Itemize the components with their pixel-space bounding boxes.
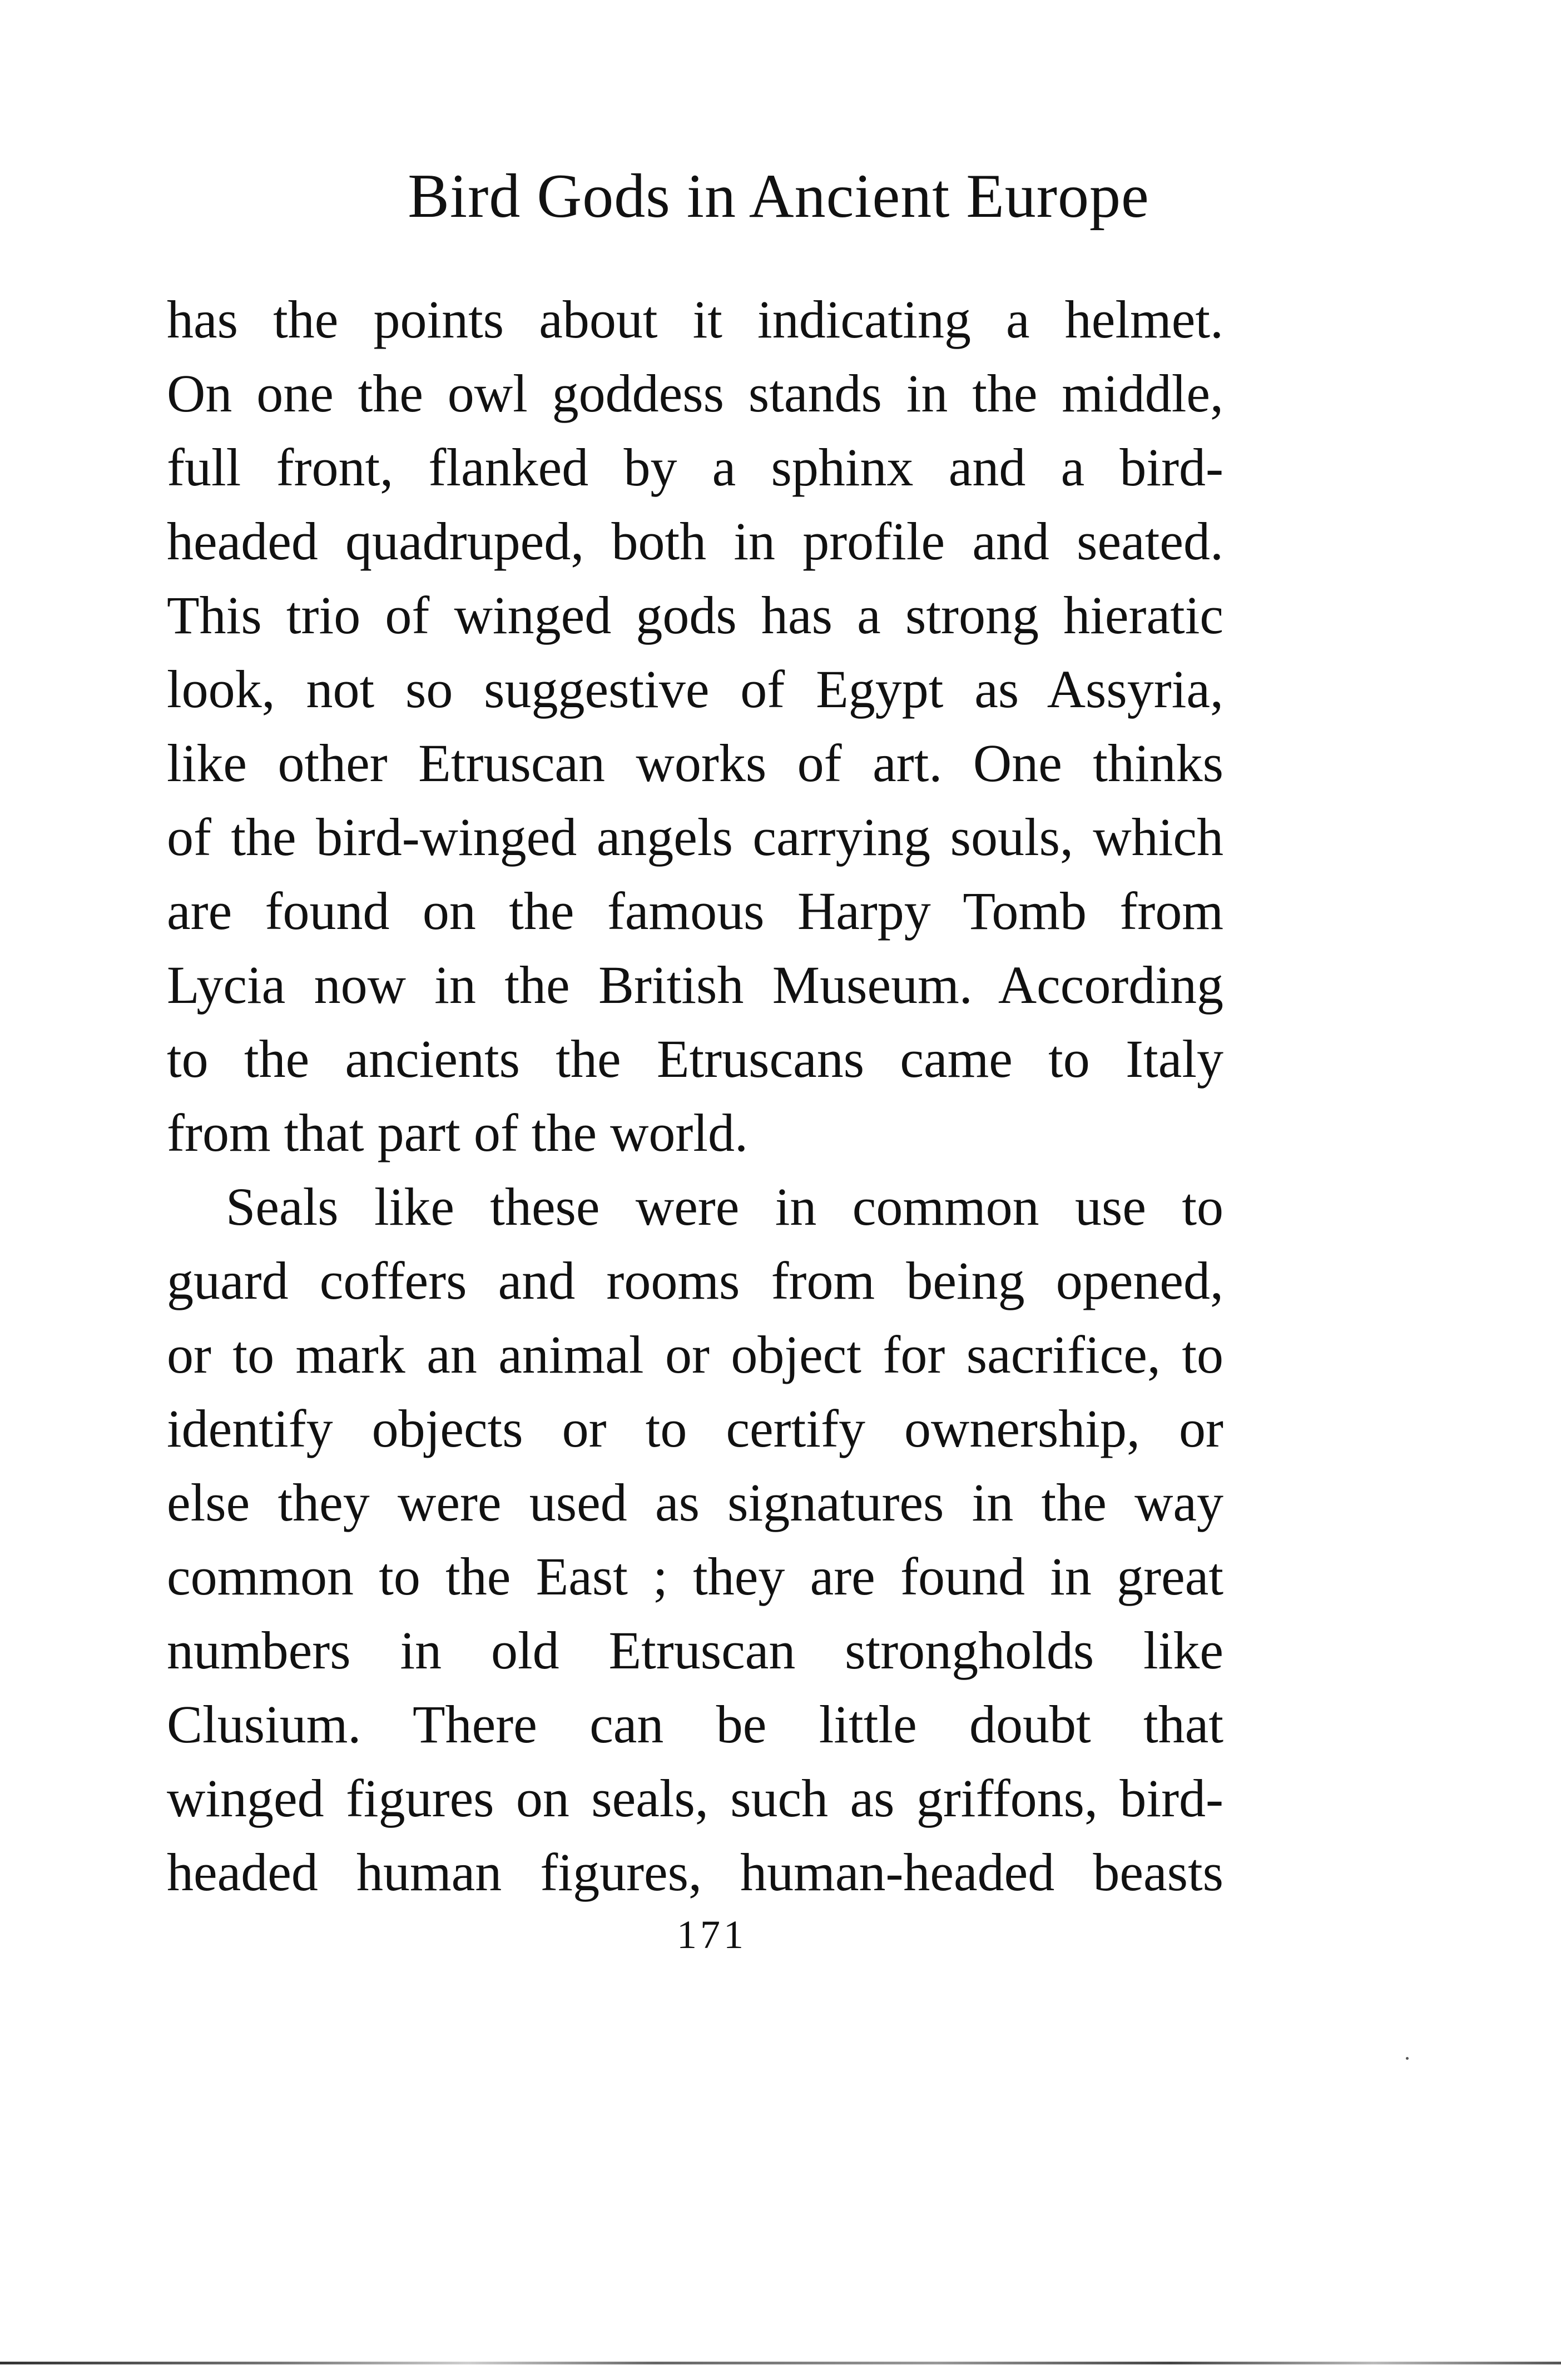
text-line: to the ancients the Etruscans came to Italy [167, 1029, 1223, 1089]
text-line: common to the East ; they are found in great [167, 1547, 1223, 1606]
text-line: from that part of the world. [167, 1103, 749, 1162]
text-line: has the points about it indicating a helmet. [167, 290, 1223, 349]
text-line: like other Etruscan works of art. One thinks [167, 733, 1223, 793]
text-line: Seals like these were in common use to [226, 1177, 1223, 1236]
text-line: winged figures on seals, such as griffons, bird- [167, 1768, 1223, 1828]
text-line: Clusium. There can be little doubt that [167, 1695, 1223, 1754]
scan-speck [1406, 2057, 1409, 2060]
text-line: or to mark an animal or object for sacrifice, to [167, 1325, 1223, 1384]
page-number: 171 [677, 1912, 747, 1957]
text-line: This trio of winged gods has a strong hieratic [167, 585, 1223, 645]
text-line: are found on the famous Harpy Tomb from [167, 881, 1223, 941]
running-head: Bird Gods in Ancient Europe [408, 162, 1149, 231]
text-line: full front, flanked by a sphinx and a bird- [167, 438, 1223, 497]
text-line: headed human figures, human-headed beasts [167, 1842, 1223, 1902]
scan-bottom-edge [0, 2362, 1561, 2364]
body-text [167, 282, 1223, 1909]
text-line: headed quadruped, both in profile and seated. [167, 511, 1223, 571]
text-line: guard coffers and rooms from being opened, [167, 1251, 1223, 1310]
text-line: Lycia now in the British Museum. According [167, 955, 1223, 1015]
text-line: look, not so suggestive of Egypt as Assyria, [167, 659, 1223, 719]
text-line: identify objects or to certify ownership, or [167, 1399, 1223, 1458]
text-line: numbers in old Etruscan strongholds like [167, 1621, 1223, 1680]
text-line: else they were used as signatures in the way [167, 1473, 1223, 1532]
text-line: of the bird-winged angels carrying souls, which [167, 807, 1223, 867]
text-line: On one the owl goddess stands in the middle, [167, 364, 1223, 423]
